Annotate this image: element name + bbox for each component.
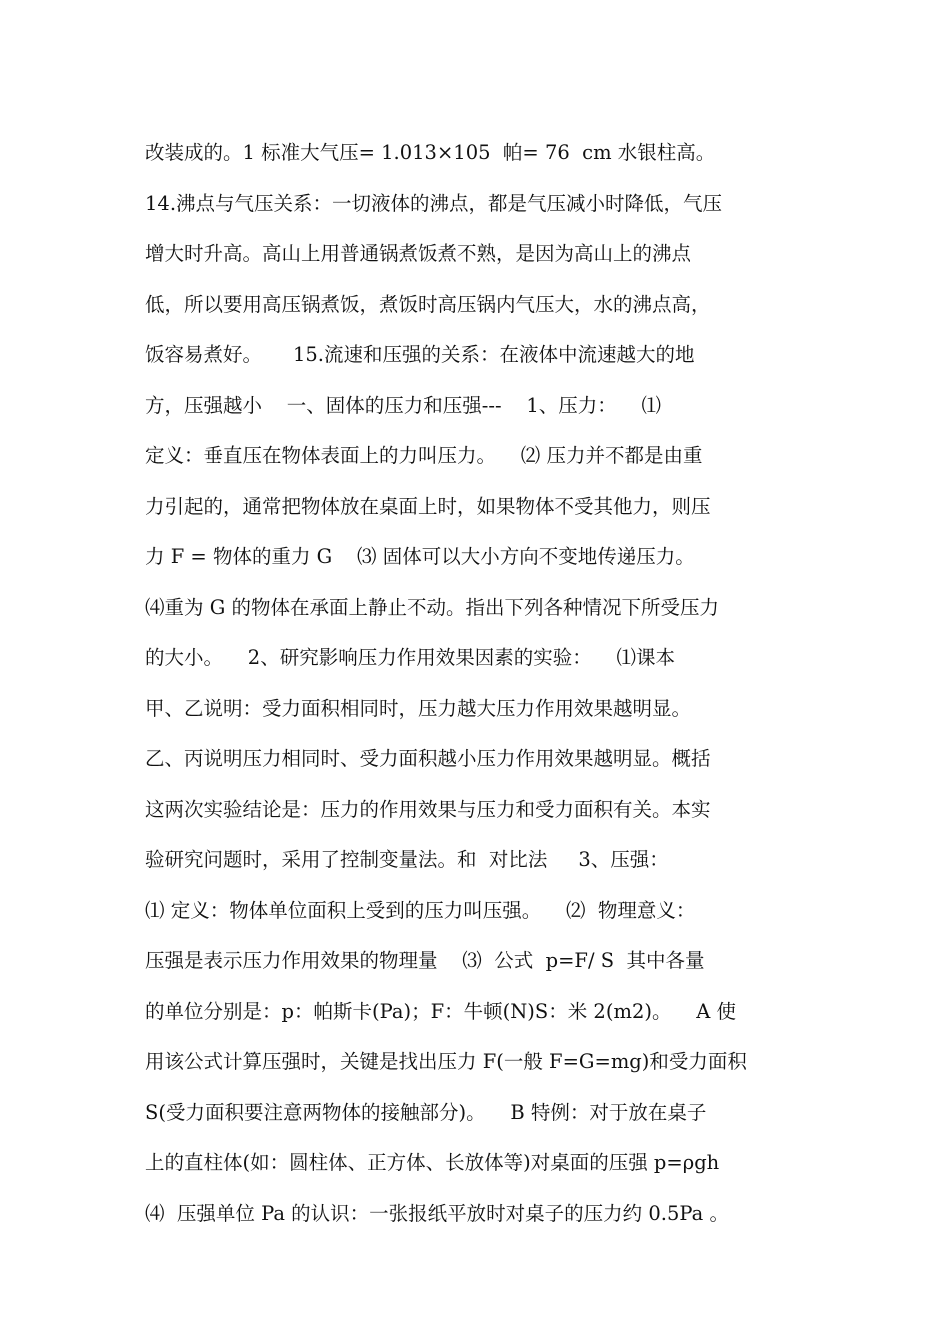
text-line: 验研究问题时，采用了控制变量法。和 对比法 3、压强： bbox=[145, 848, 669, 871]
text-line: 用该公式计算压强时，关键是找出压力 F(一般 F=G=mg)和受力面积 bbox=[145, 1050, 747, 1073]
text-line: 14.沸点与气压关系：一切液体的沸点，都是气压减小时降低，气压 bbox=[145, 191, 723, 215]
body-text bbox=[145, 128, 810, 1239]
text-line: 低，所以要用高压锅煮饭，煮饭时高压锅内气压大，水的沸点高， bbox=[145, 292, 711, 316]
text-line: 压强是表示压力作用效果的物理量 ⑶ 公式 p=F/ S 其中各量 bbox=[145, 949, 705, 972]
text-line: 力 F = 物体的重力 G ⑶ 固体可以大小方向不变地传递压力。 bbox=[145, 545, 695, 568]
text-line: 的大小。 2、研究影响压力作用效果因素的实验： ⑴课本 bbox=[145, 646, 675, 669]
text-line: 力引起的，通常把物体放在桌面上时，如果物体不受其他力，则压 bbox=[145, 494, 711, 518]
text-line: ⑷ 压强单位 Pa 的认识：一张报纸平放时对桌子的压力约 0.5Pa 。 bbox=[145, 1201, 729, 1225]
text-line: S(受力面积要注意两物体的接触部分)。 B 特例：对于放在桌子 bbox=[145, 1100, 707, 1124]
text-line: 增大时升高。高山上用普通锅煮饭煮不熟，是因为高山上的沸点 bbox=[145, 242, 692, 265]
text-line: 改装成的。1 标准大气压= 1.013×105 帕= 76 cm 水银柱高。 bbox=[145, 141, 716, 164]
text-line: 乙、丙说明压力相同时、受力面积越小压力作用效果越明显。概括 bbox=[145, 747, 711, 770]
text-line: 上的直柱体(如：圆柱体、正方体、长放体等)对桌面的压强 p=ρgh bbox=[145, 1151, 720, 1174]
text-line: 饭容易煮好。 15.流速和压强的关系：在液体中流速越大的地 bbox=[145, 343, 695, 366]
text-line: 这两次实验结论是：压力的作用效果与压力和受力面积有关。本实 bbox=[145, 797, 711, 821]
text-line: 的单位分别是：p：帕斯卡(Pa)；F：牛顿(N)S：米 2(m2)。 A 使 bbox=[145, 999, 737, 1023]
text-line: ⑴ 定义：物体单位面积上受到的压力叫压强。 ⑵ 物理意义： bbox=[145, 898, 696, 922]
text-line: ⑷重为 G 的物体在承面上静止不动。指出下列各种情况下所受压力 bbox=[145, 595, 719, 619]
text-line: 定义：垂直压在物体表面上的力叫压力。 ⑵ 压力并不都是由重 bbox=[145, 444, 703, 467]
text-line: 甲、乙说明：受力面积相同时，压力越大压力作用效果越明显。 bbox=[145, 696, 692, 720]
text-line: 方，压强越小 一、固体的压力和压强--- 1、压力： ⑴ bbox=[145, 393, 662, 417]
